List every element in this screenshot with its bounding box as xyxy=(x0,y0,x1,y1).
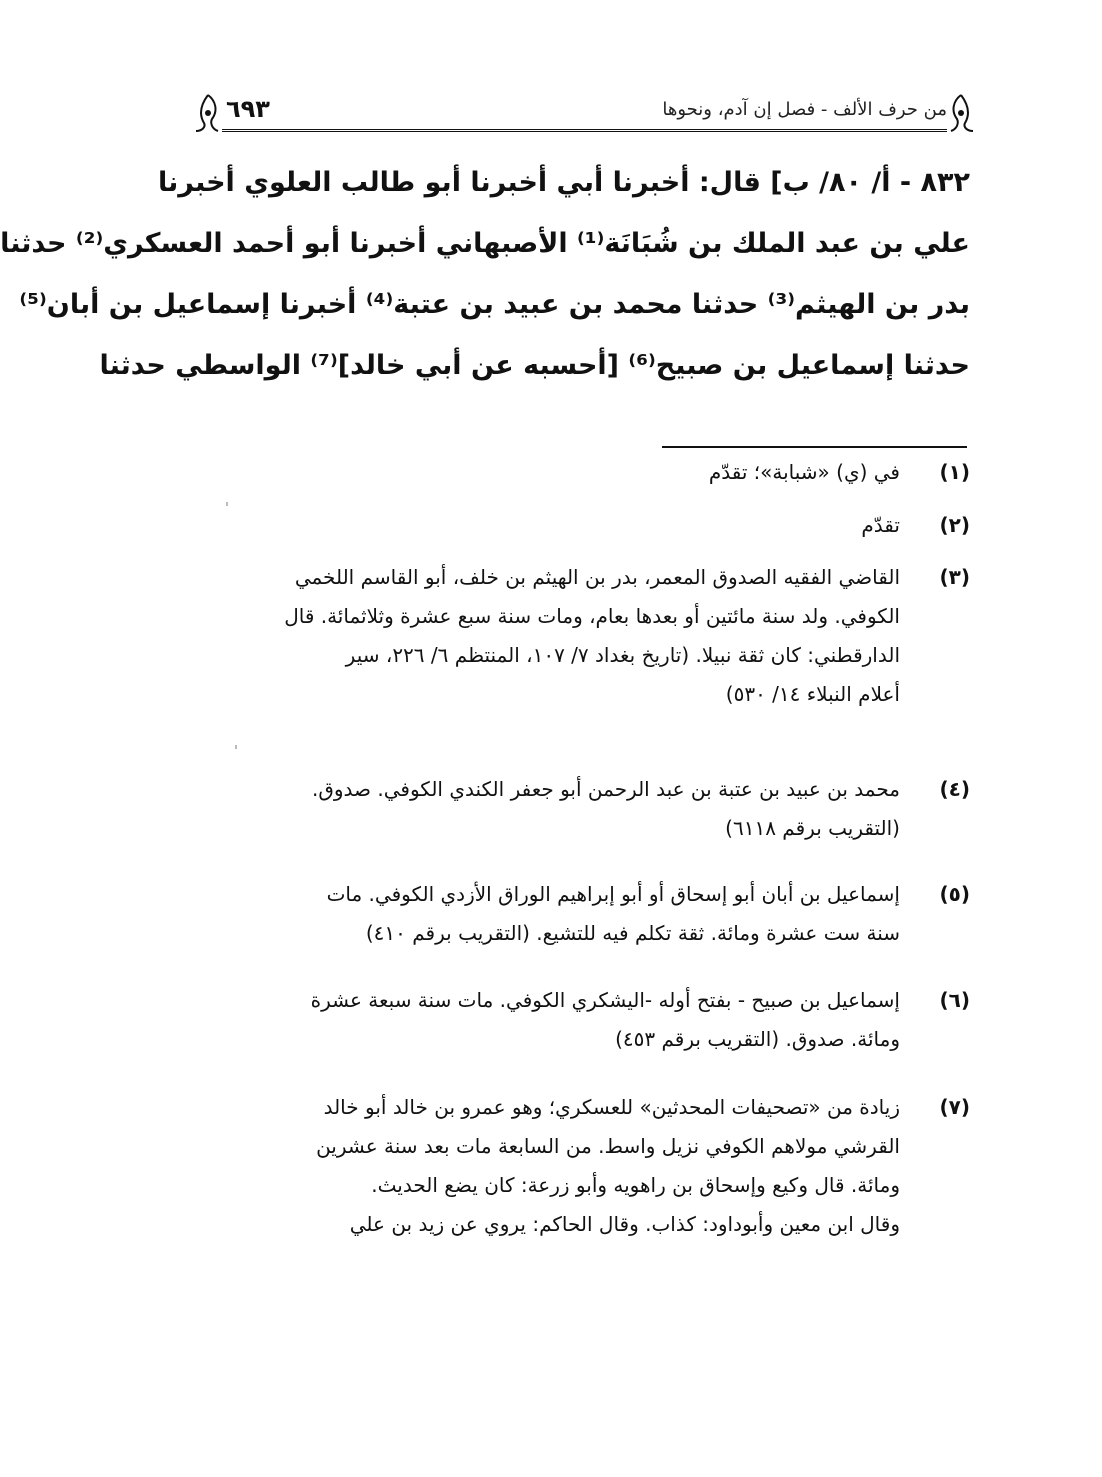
footnote-number: (١) xyxy=(939,460,970,484)
running-title: من حرف الألف - فصل إن آدم، ونحوها xyxy=(662,99,947,120)
footnote-line: وقال ابن معين وأبوداود: كذاب. وقال الحاكم: يروي عن زيد بن علي xyxy=(349,1212,900,1236)
page-header xyxy=(192,93,977,133)
footnote-line: محمد بن عبيد بن عتبة بن عبد الرحمن أبو جعفر الكندي الكوفي. صدوق. xyxy=(311,777,900,801)
page-number: ٦٩٣ xyxy=(226,95,270,123)
main-text xyxy=(0,152,970,396)
header-rule xyxy=(222,129,947,132)
footnote-line: إسماعيل بن صبيح - بفتح أوله -اليشكري الكوفي. مات سنة سبعة عشرة xyxy=(310,988,900,1012)
footnote-separator xyxy=(662,446,967,448)
footnote-number: (٢) xyxy=(939,513,970,537)
footnote-line: (التقريب برقم ٦١١٨) xyxy=(725,816,900,840)
main-text-line: بدر بن الهيثم⁽³⁾ حدثنا محمد بن عبيد بن عتبة⁽⁴⁾ أخبرنا إسماعيل بن أبان⁽⁵⁾ xyxy=(19,289,970,320)
footnote-line: تقدّم xyxy=(861,513,900,537)
footnote-line: إسماعيل بن أبان أبو إسحاق أو أبو إبراهيم الوراق الأزدي الكوفي. مات xyxy=(326,882,900,906)
footnote-number: (٤) xyxy=(939,777,970,801)
scan-speck xyxy=(226,502,228,506)
ornament-icon xyxy=(192,93,224,133)
footnote-line: ومائة. قال وكيع وإسحاق بن راهويه وأبو زرعة: كان يضع الحديث. xyxy=(371,1173,900,1197)
footnote-number: (٥) xyxy=(939,882,970,906)
footnote-line: الكوفي. ولد سنة مائتين أو بعدها بعام، ومات سنة سبع عشرة وثلاثمائة. قال xyxy=(284,604,900,628)
footnote-line: الدارقطني: كان ثقة نبيلا. (تاريخ بغداد ٧/ ١٠٧، المنتظم ٦/ ٢٢٦، سير xyxy=(345,643,900,667)
footnote-line: القاضي الفقيه الصدوق المعمر، بدر بن الهيثم بن خلف، أبو القاسم اللخمي xyxy=(294,565,900,589)
footnote-number: (٣) xyxy=(939,565,970,589)
ornament-icon xyxy=(945,93,977,133)
footnote-number: (٧) xyxy=(939,1095,970,1119)
footnote-line: القرشي مولاهم الكوفي نزيل واسط. من السابعة مات بعد سنة عشرين xyxy=(316,1134,900,1158)
footnote-line: في (ي) «شبابة»؛ تقدّم xyxy=(708,460,900,484)
footnote-number: (٦) xyxy=(939,988,970,1012)
footnote-line: ومائة. صدوق. (التقريب برقم ٤٥٣) xyxy=(615,1027,900,1051)
main-text-line: علي بن عبد الملك بن شُبَانَة⁽¹⁾ الأصبهاني أخبرنا أبو أحمد العسكري⁽²⁾ حدثنا xyxy=(0,228,970,259)
main-text-line: ٨٣٢ - أ/ ٨٠/ ب] قال: أخبرنا أبي أخبرنا أبو طالب العلوي أخبرنا xyxy=(158,167,970,198)
footnote-line: أعلام النبلاء ١٤/ ٥٣٠) xyxy=(725,682,900,706)
footnote-line: سنة ست عشرة ومائة. ثقة تكلم فيه للتشيع. (التقريب برقم ٤١٠) xyxy=(365,921,900,945)
scan-speck xyxy=(235,745,237,749)
main-text-line: حدثنا إسماعيل بن صبيح⁽⁶⁾ [أحسبه عن أبي خالد]⁽⁷⁾ الواسطي حدثنا xyxy=(99,350,970,381)
footnote-line: زيادة من «تصحيفات المحدثين» للعسكري؛ وهو عمرو بن خالد أبو خالد xyxy=(323,1095,900,1119)
